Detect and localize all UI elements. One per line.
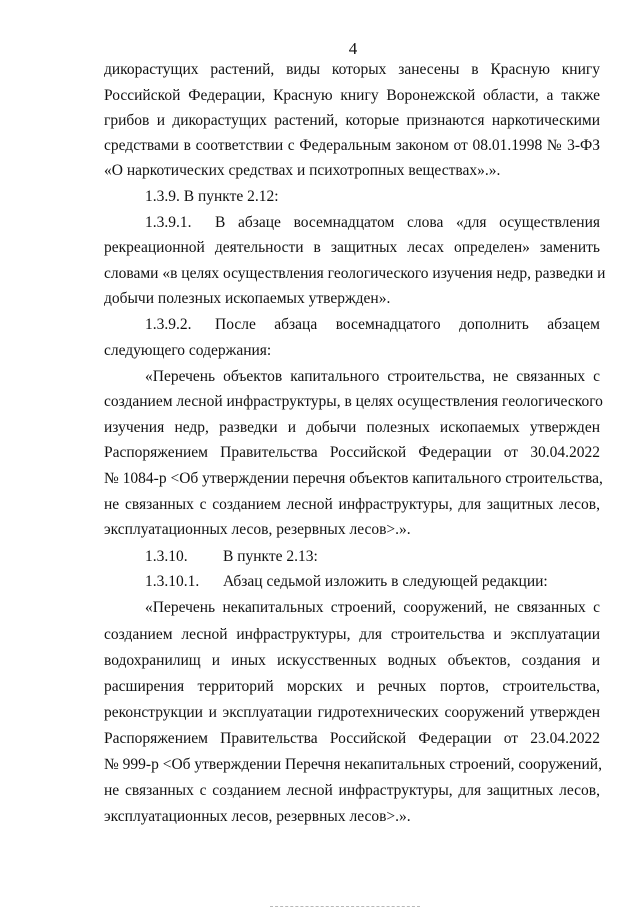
paragraph-heading — [145, 547, 600, 567]
text-line: средствами в соответствии с Федеральным законом от 08.01.1998 № 3-ФЗ — [104, 137, 600, 154]
text-line: грибов и дикорастущих растений, которые признаются наркотическими — [104, 112, 600, 129]
page-edge-line — [270, 906, 420, 907]
text-line: дикорастущих растений, виды которых занесены в Красную книгу — [104, 61, 600, 78]
text-line: словами «в целях осуществления геологического изучения недр, разведки и — [104, 265, 606, 282]
text-line: добычи полезных ископаемых утвержден». — [104, 290, 391, 307]
text-line: следующего содержания: — [104, 342, 272, 359]
text-line: расширения территорий морских и речных портов, строительства, — [104, 678, 600, 695]
text-line: созданием лесной инфраструктуры, в целях осуществления геологического — [104, 393, 603, 410]
paragraph-label: 1.3.9.2. — [145, 316, 192, 333]
text-line: не связанных с созданием лесной инфраструктуры, для защитных лесов, — [104, 496, 600, 513]
paragraph-label: 1.3.9.1. — [145, 214, 192, 231]
text-line: Распоряжением Правительства Российской Федерации от 30.04.2022 — [104, 444, 600, 461]
text-line: эксплуатационных лесов, резервных лесов>.». — [104, 808, 411, 825]
page-number: 4 — [348, 39, 358, 58]
text-line: рекреационной деятельности в защитных лесах определен» заменить — [104, 239, 600, 256]
text-line: № 1084-р <Об утверждении перечня объектов капитального строительства, — [104, 470, 603, 487]
text-line: «О наркотических средствах и психотропных веществах».». — [104, 162, 501, 179]
text-line: Абзац седьмой изложить в следующей редакции: — [223, 573, 548, 590]
paragraph-label: 1.3.10.1. — [145, 573, 200, 590]
paragraph-label: 1.3.10. — [145, 548, 188, 565]
text-line: В абзаце восемнадцатом слова «для осуществления — [215, 214, 600, 231]
text-line: эксплуатационных лесов, резервных лесов>.». — [104, 521, 411, 538]
text-line: После абзаца восемнадцатого дополнить абзацем — [215, 316, 600, 333]
text-line: изучения недр, разведки и добычи полезных ископаемых утвержден — [104, 419, 600, 436]
text-line: В пункте 2.13: — [223, 548, 318, 565]
text-line: не связанных с созданием лесной инфраструктуры, для защитных лесов, — [104, 782, 600, 799]
quote-first-line: «Перечень объектов капитального строительства, не связанных с — [145, 368, 600, 385]
paragraph-first-line — [145, 315, 600, 335]
paragraph-heading: 1.3.9. В пункте 2.12: — [145, 188, 279, 205]
paragraph-first-line — [145, 213, 600, 233]
text-line: реконструкции и эксплуатации гидротехнических сооружений утвержден — [104, 704, 600, 721]
text-line: водохранилищ и иных искусственных водных объектов, создания и — [104, 652, 600, 669]
text-line: № 999-р <Об утверждении Перечня некапитальных строений, сооружений, — [104, 756, 602, 773]
paragraph-first-line — [145, 572, 600, 592]
text-line: созданием лесной инфраструктуры, для строительства и эксплуатации — [104, 626, 600, 643]
text-line: Распоряжением Правительства Российской Федерации от 23.04.2022 — [104, 730, 600, 747]
text-line: Российской Федерации, Красную книгу Воронежской области, а также — [104, 87, 600, 104]
quote-first-line: «Перечень некапитальных строений, сооружений, не связанных с — [145, 599, 600, 616]
